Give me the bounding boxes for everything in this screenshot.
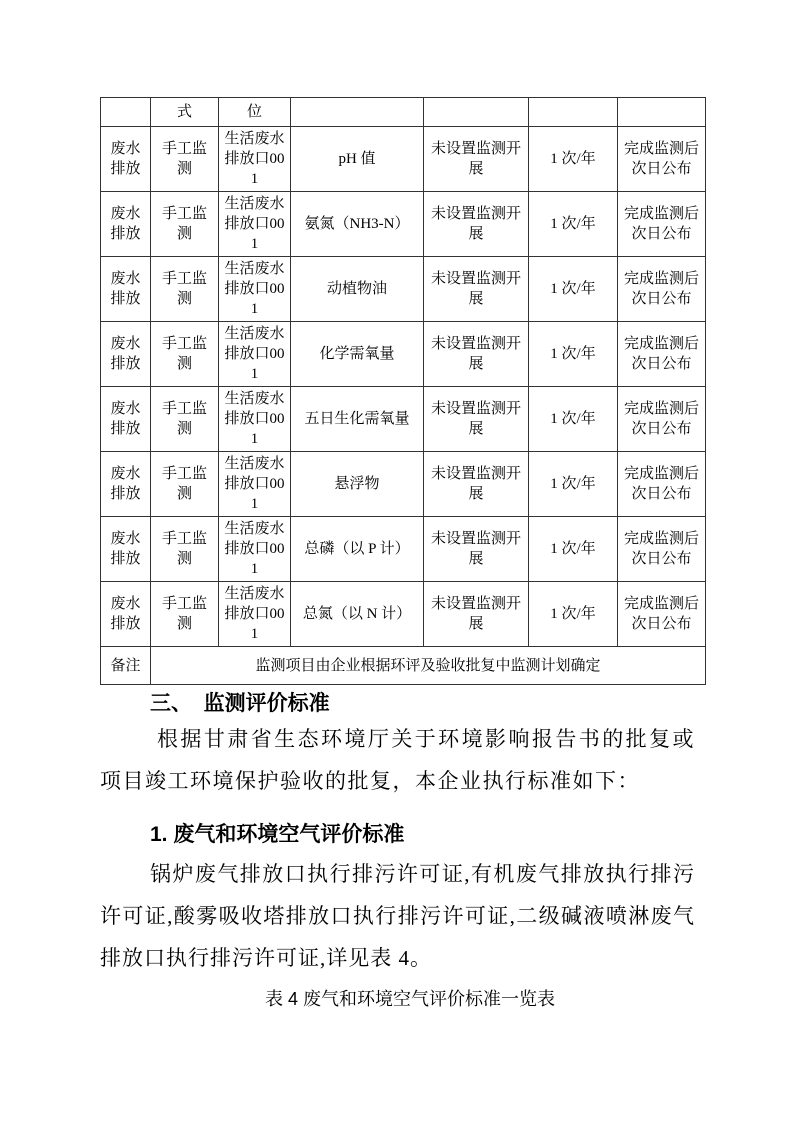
header-cell-empty [291, 98, 424, 127]
header-cell-point-fragment: 位 [219, 98, 291, 127]
cell-publish: 完成监测后次日公布 [618, 387, 706, 452]
cell-publish: 完成监测后次日公布 [618, 257, 706, 322]
paragraph-air-permits: 锅炉废气排放口执行排污许可证,有机废气排放执行排污许可证,酸雾吸收塔排放口执行排污许可证,二级碱液喷淋废气排放口执行排污许可证,详见表 4。 [100, 862, 695, 970]
table-row [101, 387, 706, 452]
cell-monitor-item: 悬浮物 [291, 452, 424, 517]
cell-monitor-item: 化学需氧量 [291, 322, 424, 387]
cell-monitor-method: 手工监测 [151, 257, 219, 322]
cell-monitor-item: pH 值 [291, 127, 424, 192]
cell-publish: 完成监测后次日公布 [618, 582, 706, 647]
table-row [101, 582, 706, 647]
cell-monitor-point: 生活废水排放口001 [219, 452, 291, 517]
cell-monitor-point: 生活废水排放口001 [219, 322, 291, 387]
cell-monitor-item: 动植物油 [291, 257, 424, 322]
cell-frequency: 1 次/年 [529, 257, 618, 322]
header-cell-empty [529, 98, 618, 127]
table-remark-row [101, 647, 706, 685]
cell-waste-type: 废水排放 [101, 517, 151, 582]
cell-monitor-item: 氨氮（NH3-N） [291, 192, 424, 257]
cell-frequency: 1 次/年 [529, 387, 618, 452]
table-row [101, 517, 706, 582]
table-row [101, 257, 706, 322]
cell-monitor-point: 生活废水排放口001 [219, 387, 291, 452]
cell-monitor-status: 未设置监测开展 [424, 517, 529, 582]
cell-waste-type: 废水排放 [101, 257, 151, 322]
cell-monitor-status: 未设置监测开展 [424, 322, 529, 387]
cell-monitor-status: 未设置监测开展 [424, 582, 529, 647]
cell-publish: 完成监测后次日公布 [618, 517, 706, 582]
remark-label-cell: 备注 [101, 647, 151, 685]
cell-monitor-status: 未设置监测开展 [424, 127, 529, 192]
cell-waste-type: 废水排放 [101, 452, 151, 517]
cell-monitor-method: 手工监测 [151, 192, 219, 257]
paragraph-standards-basis: 根据甘肃省生态环境厅关于环境影响报告书的批复或项目竣工环境保护验收的批复，本企业执行标准如下： [100, 727, 695, 793]
cell-frequency: 1 次/年 [529, 127, 618, 192]
cell-monitor-item: 五日生化需氧量 [291, 387, 424, 452]
header-cell-empty [101, 98, 151, 127]
cell-monitor-method: 手工监测 [151, 127, 219, 192]
cell-publish: 完成监测后次日公布 [618, 322, 706, 387]
cell-monitor-point: 生活废水排放口001 [219, 517, 291, 582]
cell-publish: 完成监测后次日公布 [618, 127, 706, 192]
cell-monitor-point: 生活废水排放口001 [219, 192, 291, 257]
table-header-partial-row [101, 98, 706, 127]
table4-caption: 表 4 废气和环境空气评价标准一览表 [264, 989, 555, 1009]
table-row [101, 127, 706, 192]
cell-frequency: 1 次/年 [529, 192, 618, 257]
cell-monitor-point: 生活废水排放口001 [219, 582, 291, 647]
cell-monitor-method: 手工监测 [151, 582, 219, 647]
cell-monitor-status: 未设置监测开展 [424, 452, 529, 517]
subsection-heading-air-standards: 1. 废气和环境空气评价标准 [150, 823, 405, 846]
cell-monitor-point: 生活废水排放口001 [219, 257, 291, 322]
cell-publish: 完成监测后次日公布 [618, 192, 706, 257]
cell-waste-type: 废水排放 [101, 127, 151, 192]
cell-waste-type: 废水排放 [101, 192, 151, 257]
cell-monitor-item: 总氮（以 N 计） [291, 582, 424, 647]
table-row [101, 452, 706, 517]
monitoring-table [100, 97, 706, 685]
cell-monitor-status: 未设置监测开展 [424, 257, 529, 322]
cell-publish: 完成监测后次日公布 [618, 452, 706, 517]
remark-text-cell: 监测项目由企业根据环评及验收批复中监测计划确定 [151, 647, 706, 685]
cell-monitor-status: 未设置监测开展 [424, 192, 529, 257]
cell-monitor-method: 手工监测 [151, 322, 219, 387]
header-cell-empty [424, 98, 529, 127]
cell-waste-type: 废水排放 [101, 387, 151, 452]
cell-monitor-method: 手工监测 [151, 387, 219, 452]
section-heading-monitoring-standards: 三、 监测评价标准 [150, 692, 330, 715]
table-row [101, 192, 706, 257]
cell-monitor-method: 手工监测 [151, 517, 219, 582]
cell-monitor-point: 生活废水排放口001 [219, 127, 291, 192]
cell-frequency: 1 次/年 [529, 582, 618, 647]
header-cell-empty [618, 98, 706, 127]
cell-frequency: 1 次/年 [529, 517, 618, 582]
cell-monitor-item: 总磷（以 P 计） [291, 517, 424, 582]
cell-waste-type: 废水排放 [101, 322, 151, 387]
header-cell-method-fragment: 式 [151, 98, 219, 127]
cell-frequency: 1 次/年 [529, 452, 618, 517]
cell-waste-type: 废水排放 [101, 582, 151, 647]
table-row [101, 322, 706, 387]
cell-frequency: 1 次/年 [529, 322, 618, 387]
cell-monitor-method: 手工监测 [151, 452, 219, 517]
cell-monitor-status: 未设置监测开展 [424, 387, 529, 452]
